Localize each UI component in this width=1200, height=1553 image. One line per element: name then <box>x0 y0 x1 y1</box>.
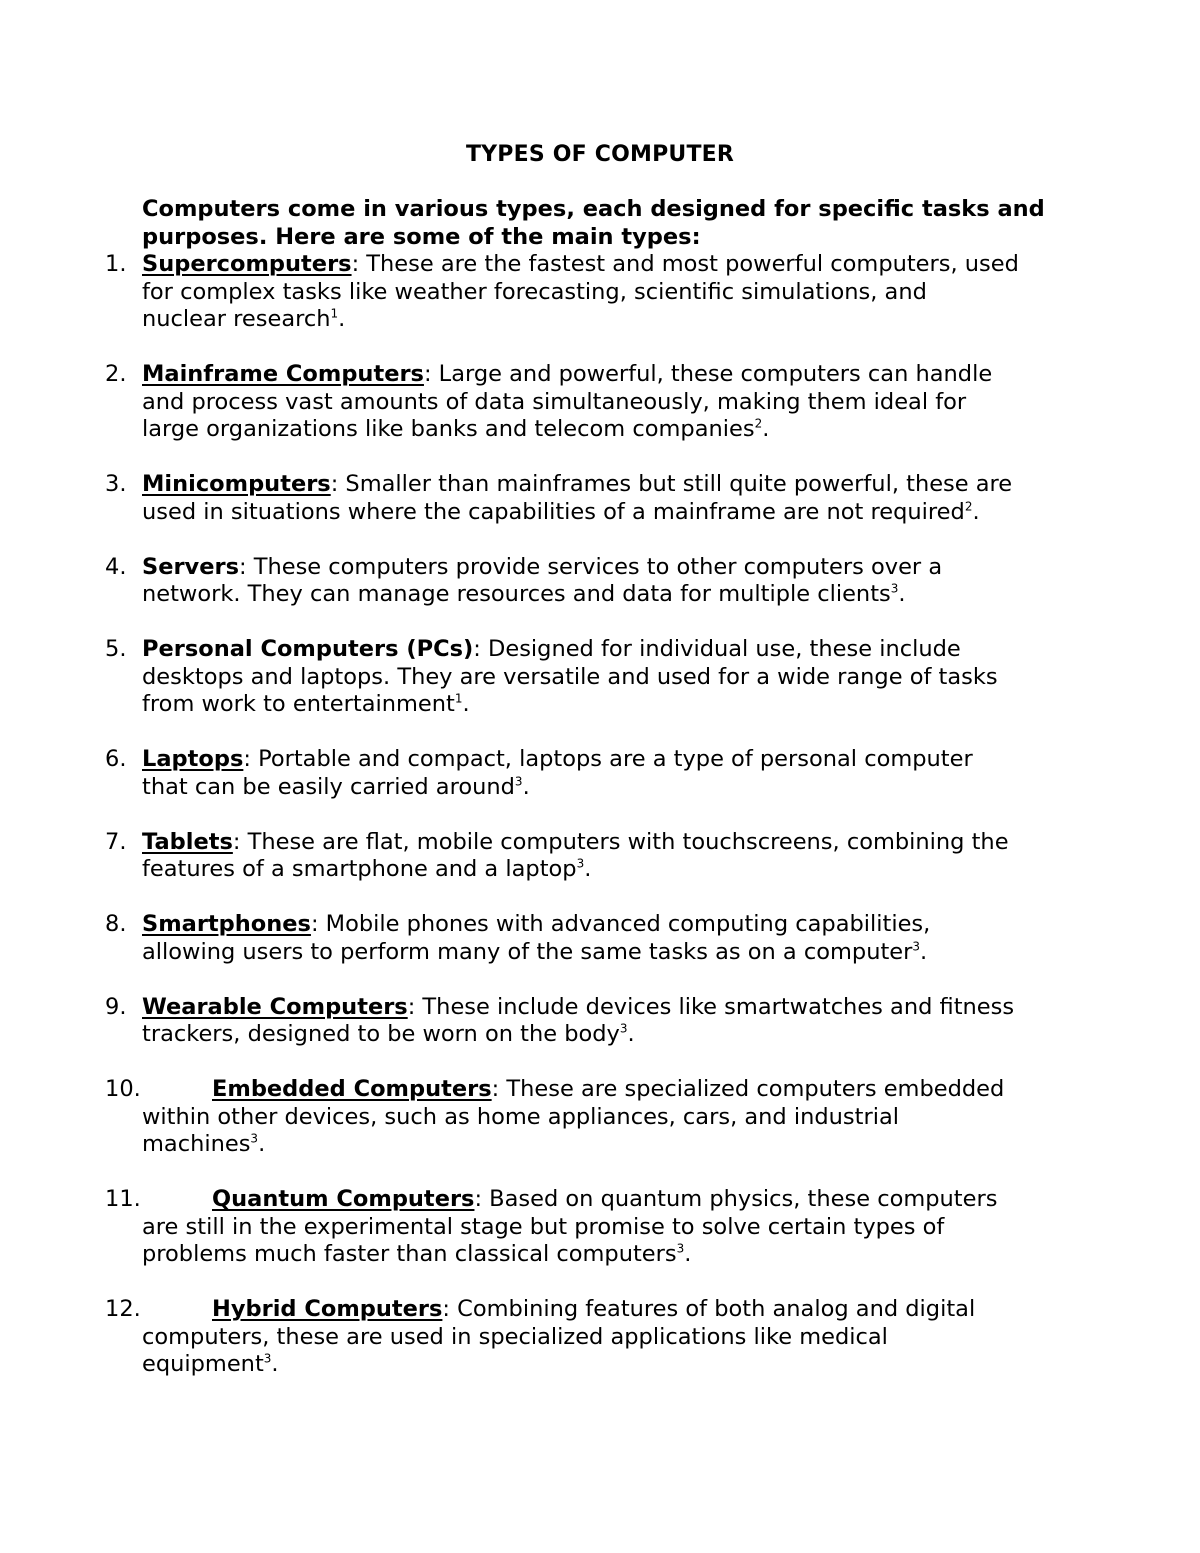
list-item-text: within other devices, such as home appliances, cars, and industrial <box>142 1103 899 1130</box>
list-item-text: : Smaller than mainframes but still quite powerful, these are <box>330 471 1013 497</box>
list-item-line <box>142 389 1070 417</box>
list-item-line <box>142 691 1070 719</box>
list-item-end-punctuation: . <box>898 581 906 607</box>
list-item-text: machines <box>142 1131 251 1157</box>
list-item-line <box>142 1131 1070 1159</box>
list-item-line <box>142 829 1070 857</box>
list-item-text: problems much faster than classical computers <box>142 1241 677 1267</box>
list-item-line <box>142 279 1070 307</box>
list-item-number: 11. <box>105 1186 141 1212</box>
list-item-number: 10. <box>105 1076 141 1102</box>
list-item-line <box>142 1021 1070 1049</box>
list-item <box>0 251 1200 334</box>
list-item <box>0 1296 1200 1379</box>
list-item-text: for complex tasks like weather forecasting, scientific simulations, and <box>142 278 927 305</box>
list-item-text: nuclear research <box>142 306 331 332</box>
list-item-text: : These computers provide services to other computers over a <box>238 553 943 580</box>
list-item-text: features of a smartphone and a laptop <box>142 856 577 882</box>
footnote-reference: 3 <box>576 856 585 871</box>
list-item-text: : These include devices like smartwatches and fitness <box>407 993 1015 1020</box>
list-item-number: 2. <box>105 361 127 387</box>
footnote-reference: 3 <box>263 1351 272 1366</box>
footnote-reference: 3 <box>912 939 921 953</box>
list-item-text: and process vast amounts of data simultaneously, making them ideal for <box>142 388 967 415</box>
list-item-text: desktops and laptops. They are versatile and used for a wide range of tasks <box>142 663 998 690</box>
list-item-text: : Large and powerful, these computers can handle <box>423 361 993 387</box>
list-item-end-punctuation: . <box>627 1021 635 1047</box>
list-item-line <box>142 554 1070 582</box>
list-item-end-punctuation: . <box>258 1131 266 1157</box>
list-item-text: : Combining features of both analog and digital <box>442 1296 976 1322</box>
list-item-line <box>142 1104 1070 1132</box>
list-item-text: computers, these are used in specialized applications like medical <box>142 1323 888 1350</box>
footnote-reference: 3 <box>250 1131 259 1146</box>
list-item-number: 4. <box>105 553 127 580</box>
list-item-line <box>142 1324 1070 1352</box>
list-item-line <box>142 306 1070 334</box>
list-item-number: 8. <box>105 911 127 937</box>
list-item <box>0 746 1200 801</box>
list-item-text: equipment <box>142 1351 264 1377</box>
list-item-end-punctuation: . <box>684 1241 692 1267</box>
list-item-text: : These are flat, mobile computers with touchscreens, combining the <box>232 828 1009 855</box>
list-item-end-punctuation: . <box>522 773 530 800</box>
list-item-line <box>142 746 1070 774</box>
list-item-number: 7. <box>105 828 127 855</box>
list-item-text: used in situations where the capabilities of a mainframe are not required <box>142 498 965 525</box>
list-item-end-punctuation: . <box>762 416 770 442</box>
list-item-end-punctuation: . <box>338 306 346 332</box>
footnote-reference: 2 <box>964 499 973 513</box>
list-item-term: Servers <box>142 553 239 580</box>
list-item <box>0 829 1200 884</box>
list-item-term: Supercomputers <box>142 251 352 277</box>
list-item-text: : These are the fastest and most powerful computers, used <box>351 251 1019 277</box>
list-item-text: from work to entertainment <box>142 691 455 717</box>
list-item-term: Embedded Computers <box>212 1076 492 1102</box>
list-item-term: Quantum Computers <box>212 1186 475 1212</box>
footnote-reference: 3 <box>619 1021 628 1036</box>
footnote-reference: 1 <box>330 306 339 321</box>
list-item-end-punctuation: . <box>972 498 980 525</box>
list-item-end-punctuation: . <box>271 1351 279 1377</box>
list-item-line <box>142 774 1070 802</box>
list-item-line <box>142 251 1070 279</box>
list-item-line <box>142 939 1070 967</box>
list-item-line <box>142 1351 1070 1379</box>
list-item-end-punctuation: . <box>584 856 592 882</box>
list-item-line <box>142 581 1070 609</box>
computer-types-list <box>0 251 1200 1406</box>
list-item-line <box>142 361 1070 389</box>
list-item-text: : Portable and compact, laptops are a type of personal computer <box>243 746 973 772</box>
list-item-line <box>142 664 1070 692</box>
list-item-number: 9. <box>105 993 127 1020</box>
list-item-line <box>142 471 1070 499</box>
list-item-line <box>142 856 1070 884</box>
list-item-text: network. They can manage resources and data for multiple clients <box>142 581 891 607</box>
list-item-text: : These are specialized computers embedded <box>491 1076 1005 1102</box>
intro-paragraph: Computers come in various types, each designed for specific tasks and purposes. Here are some of the main types: <box>142 196 1045 250</box>
list-item-text: allowing users to perform many of the same tasks as on a computer <box>142 938 913 965</box>
list-item-number: 12. <box>105 1296 141 1322</box>
list-item-term: Personal Computers (PCs) <box>142 636 474 662</box>
list-item-end-punctuation: . <box>920 938 928 965</box>
list-item-text: : Designed for individual use, these include <box>473 636 961 662</box>
list-item-text: are still in the experimental stage but promise to solve certain types of <box>142 1213 945 1240</box>
footnote-reference: 3 <box>676 1241 685 1256</box>
list-item <box>0 1186 1200 1269</box>
list-item-text: : Based on quantum physics, these computers <box>474 1186 998 1212</box>
list-item-line <box>142 1296 1070 1324</box>
list-item <box>0 361 1200 444</box>
footnote-reference: 2 <box>754 416 763 431</box>
list-item-number: 6. <box>105 746 127 772</box>
list-item-end-punctuation: . <box>462 691 470 717</box>
list-item-text: : Mobile phones with advanced computing capabilities, <box>310 911 931 937</box>
list-item-text: that can be easily carried around <box>142 773 515 800</box>
footnote-reference: 3 <box>890 581 899 596</box>
list-item-line <box>142 1076 1070 1104</box>
list-item-term: Mainframe Computers <box>142 361 424 387</box>
list-item <box>0 911 1200 966</box>
list-item-term: Laptops <box>142 746 244 772</box>
list-item-line <box>142 994 1070 1022</box>
list-item <box>0 636 1200 719</box>
list-item-text: trackers, designed to be worn on the body <box>142 1021 620 1047</box>
list-item-line <box>142 1241 1070 1269</box>
footnote-reference: 3 <box>514 774 523 788</box>
list-item-text: large organizations like banks and telecom companies <box>142 416 755 442</box>
list-item-line <box>142 1214 1070 1242</box>
list-item-term: Minicomputers <box>142 471 331 497</box>
list-item <box>0 554 1200 609</box>
list-item-term: Hybrid Computers <box>212 1296 443 1322</box>
list-item-number: 3. <box>105 471 127 497</box>
list-item-term: Tablets <box>142 828 233 855</box>
list-item-line <box>142 416 1070 444</box>
list-item-line <box>142 636 1070 664</box>
list-item-line <box>142 911 1070 939</box>
list-item-term: Smartphones <box>142 911 311 937</box>
list-item-number: 1. <box>105 251 127 277</box>
document-title: TYPES OF COMPUTER <box>465 142 735 167</box>
footnote-reference: 1 <box>454 691 463 706</box>
list-item-line <box>142 499 1070 527</box>
list-item <box>0 994 1200 1049</box>
list-item-term: Wearable Computers <box>142 993 408 1020</box>
list-item <box>0 1076 1200 1159</box>
list-item-line <box>142 1186 1070 1214</box>
list-item-number: 5. <box>105 636 127 662</box>
list-item <box>0 471 1200 526</box>
